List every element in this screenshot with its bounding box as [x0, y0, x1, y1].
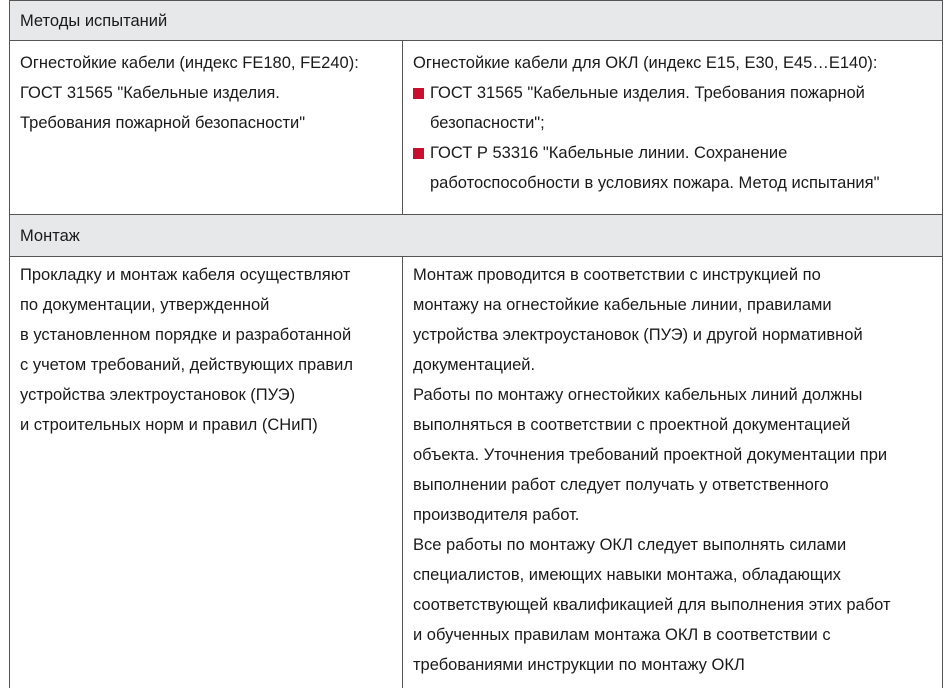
- text-line: по документации, утвержденной: [20, 296, 270, 314]
- bullet-text: ГОСТ 31565 "Кабельные изделия. Требования пожарной: [430, 84, 865, 102]
- section-title-installation: Монтаж: [20, 226, 80, 245]
- text-line: Монтаж проводится в соответствии с инструкцией по: [413, 266, 821, 284]
- standards-table: [9, 0, 943, 688]
- installation-right-cell: [413, 260, 938, 680]
- text-line: требованиями инструкции по монтажу ОКЛ: [413, 656, 745, 674]
- text-line: специалистов, имеющих навыки монтажа, обладающих: [413, 566, 841, 584]
- text-line: документацией.: [413, 356, 536, 374]
- column-divider: [402, 41, 403, 214]
- text-line: устройства электроустановок (ПУЭ) и другой нормативной: [413, 326, 863, 344]
- bullet-square-icon: [413, 148, 424, 159]
- text-line: и строительных норм и правил (СНиП): [20, 416, 318, 434]
- text-line: производителя работ.: [413, 506, 580, 524]
- text-line: с учетом требований, действующих правил: [20, 356, 353, 374]
- testing-left-cell: [20, 48, 400, 138]
- section-header-installation: [10, 214, 942, 257]
- text-line: Работы по монтажу огнестойких кабельных линий должны: [413, 386, 863, 404]
- bullet-continuation: работоспособности в условиях пожара. Метод испытания": [430, 174, 880, 192]
- text-line: выполняться в соответствии с проектной документацией: [413, 416, 851, 434]
- text-line: Требования пожарной безопасности": [20, 114, 306, 132]
- section-title-testing: Методы испытаний: [20, 11, 168, 30]
- bullet-item: [413, 78, 938, 108]
- text-line: объекта. Уточнения требований проектной документации при: [413, 446, 888, 464]
- text-line: соответствующей квалификацией для выполнения этих работ: [413, 596, 891, 614]
- text-line: устройства электроустановок (ПУЭ): [20, 386, 296, 404]
- text-line: выполнении работ следует получать у ответственного: [413, 476, 829, 494]
- section-header-testing: [10, 0, 942, 41]
- bullet-text: ГОСТ Р 53316 "Кабельные линии. Сохранение: [430, 144, 788, 162]
- bullet-continuation: безопасности";: [430, 114, 545, 132]
- text-line: Все работы по монтажу ОКЛ следует выполнять силами: [413, 536, 847, 554]
- installation-left-cell: [20, 260, 400, 440]
- text-line: ГОСТ 31565 "Кабельные изделия.: [20, 84, 280, 102]
- text-line: Огнестойкие кабели (индекс FE180, FE240):: [20, 54, 359, 72]
- text-line: и обученных правилам монтажа ОКЛ в соответствии с: [413, 626, 831, 644]
- testing-right-cell: [413, 48, 938, 198]
- text-line: монтажу на огнестойкие кабельные линии, правилами: [413, 296, 832, 314]
- bullet-square-icon: [413, 88, 424, 99]
- text-line: Огнестойкие кабели для ОКЛ (индекс Е15, Е30, Е45…Е140):: [413, 54, 878, 72]
- bullet-item: [413, 138, 938, 168]
- column-divider: [402, 257, 403, 688]
- text-line: Прокладку и монтаж кабеля осуществляют: [20, 266, 351, 284]
- text-line: в установленном порядке и разработанной: [20, 326, 352, 344]
